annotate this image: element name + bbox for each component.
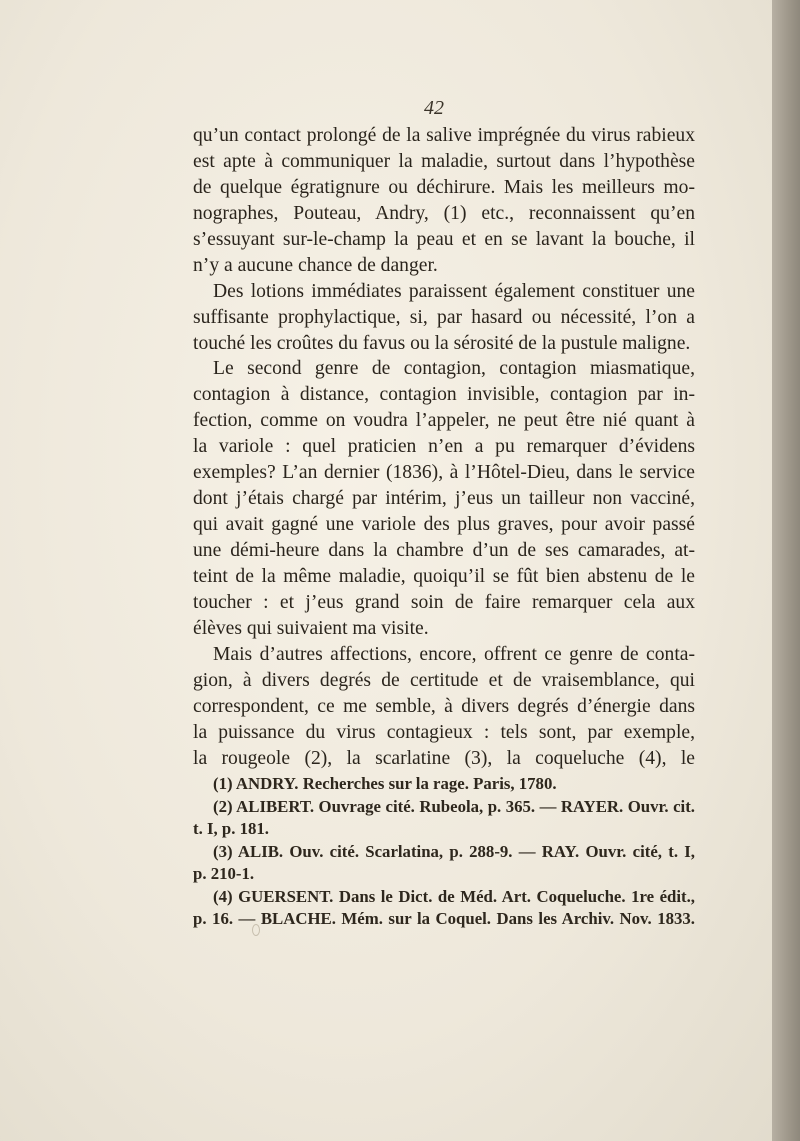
- text-line: gion, à divers degrés de certitude et de vraisemblance, qui: [193, 669, 695, 691]
- text-line: touché les croûtes du favus ou la sérosité de la pustule maligne.: [193, 332, 691, 354]
- text-line: suffisante prophylactique, si, par hasard ou nécessité, l’on a: [193, 306, 695, 328]
- text-line: la rougeole (2), la scarlatine (3), la coqueluche (4), le: [193, 747, 695, 769]
- page-edge: [772, 0, 800, 1141]
- footnote-line: (1) ANDRY. Recherches sur la rage. Paris, 1780.: [213, 774, 557, 793]
- text-line: nographes, Pouteau, Andry, (1) etc., reconnaissent qu’en: [193, 202, 695, 224]
- footnote-line: p. 16. — BLACHE. Mém. sur la Coquel. Dans les Archiv. Nov. 1833.: [193, 909, 695, 928]
- text-line: la variole : quel praticien n’en a pu remarquer d’évidens: [193, 436, 695, 458]
- text-line: Le second genre de contagion, contagion miasmatique,: [213, 358, 695, 380]
- footnote-line: (2) ALIBERT. Ouvrage cité. Rubeola, p. 365. — RAYER. Ouvr. cit.: [213, 796, 695, 816]
- footnote-line: p. 210-1.: [193, 864, 255, 883]
- text-line: fection, comme on voudra l’appeler, ne peut être nié quant à: [193, 410, 695, 432]
- text-line: élèves qui suivaient ma visite.: [193, 617, 429, 639]
- text-line: contagion à distance, contagion invisible, contagion par in-: [193, 384, 695, 406]
- text-line: s’essuyant sur-le-champ la peau et en se lavant la bouche, il: [193, 228, 695, 250]
- text-line: exemples? L’an dernier (1836), à l’Hôtel-Dieu, dans le service: [193, 462, 695, 484]
- footnote-line: (4) GUERSENT. Dans le Dict. de Méd. Art. Coqueluche. 1re édit.,: [213, 886, 695, 906]
- footnote-line: (3) ALIB. Ouv. cité. Scarlatina, p. 288-9. — RAY. Ouvr. cité, t. I,: [213, 841, 695, 861]
- page-number: 42: [424, 97, 444, 119]
- paper-blemish: [252, 924, 260, 936]
- text-line: teint de la même maladie, quoiqu’il se fût bien abstenu de le: [193, 565, 695, 587]
- text-line: qu’un contact prolongé de la salive imprégnée du virus rabieux: [193, 125, 695, 146]
- body-text: [193, 123, 695, 771]
- text-line: de quelque égratignure ou déchirure. Mais les meilleurs mo-: [193, 176, 695, 198]
- text-line: Des lotions immédiates paraissent également constituer une: [213, 280, 695, 302]
- text-line: n’y a aucune chance de danger.: [193, 254, 438, 276]
- text-line: la puissance du virus contagieux : tels sont, par exemple,: [193, 721, 695, 743]
- footnotes: [193, 773, 695, 931]
- text-line: une démi-heure dans la chambre d’un de ses camarades, at-: [193, 540, 695, 561]
- text-line: Mais d’autres affections, encore, offrent ce genre de conta-: [213, 643, 695, 665]
- text-line: qui avait gagné une variole des plus graves, pour avoir passé: [193, 514, 695, 536]
- text-line: dont j’étais chargé par intérim, j’eus un tailleur non vacciné,: [193, 488, 695, 510]
- text-line: correspondent, ce me semble, à divers degrés d’énergie dans: [193, 695, 695, 717]
- text-line: toucher : et j’eus grand soin de faire remarquer cela aux: [193, 591, 695, 613]
- footnote-line: t. I, p. 181.: [193, 819, 269, 838]
- text-line: est apte à communiquer la maladie, surtout dans l’hypothèse: [193, 150, 695, 172]
